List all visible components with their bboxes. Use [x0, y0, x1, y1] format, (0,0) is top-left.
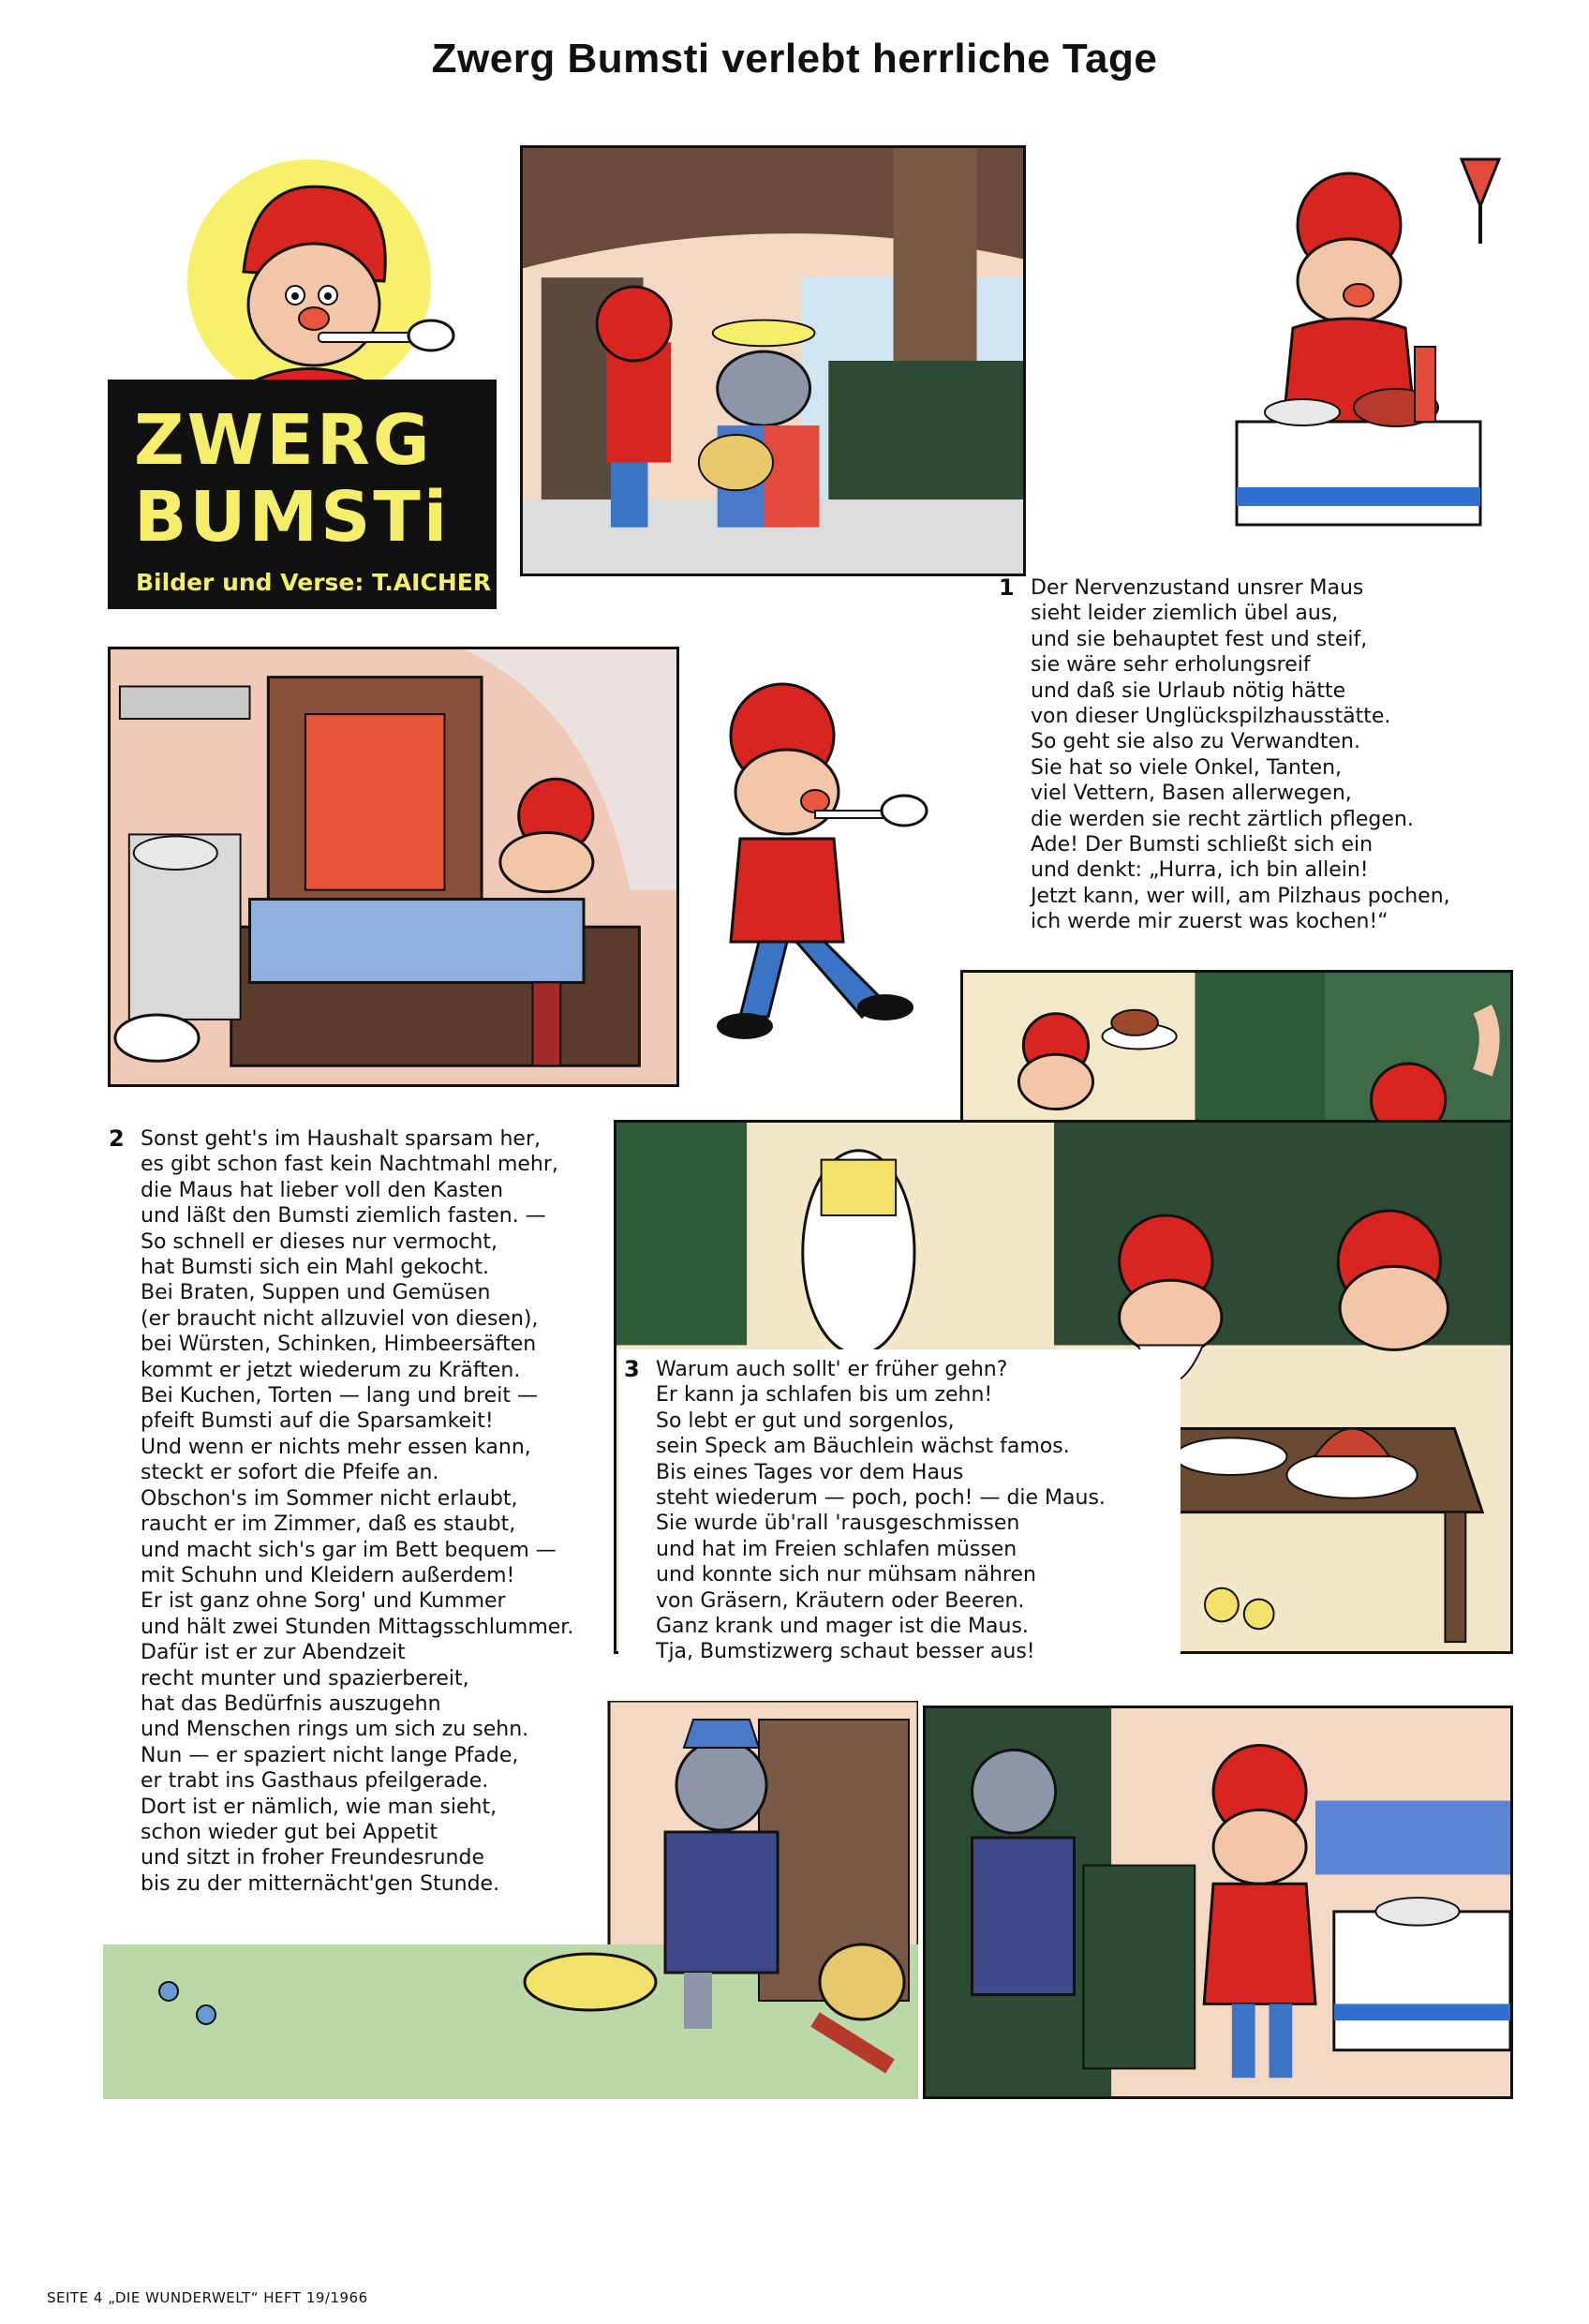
verse-line: und konnte sich nur mühsam nähren: [656, 1563, 1036, 1587]
logo-credit: Bilder und Verse: T.AICHER: [136, 569, 492, 596]
logo-line-1: ZWERG: [134, 400, 433, 481]
verse-line: Er kann ja schlafen bis um zehn!: [656, 1383, 993, 1408]
verse-line: und Menschen rings um sich zu sehn.: [141, 1718, 529, 1742]
verse-line: pfeift Bumsti auf die Sparsamkeit!: [141, 1409, 494, 1434]
verse-line: sie wäre sehr erholungsreif: [1031, 653, 1311, 678]
verse-line: Jetzt kann, wer will, am Pilzhaus pochen,: [1031, 884, 1450, 908]
verse-line: und hat im Freien schlafen müssen: [656, 1537, 1017, 1561]
verse-line: von Gräsern, Kräutern oder Beeren.: [656, 1588, 1025, 1613]
panel-mouse-meets-bumsti: [923, 1706, 1513, 2099]
comic-logo: [108, 380, 497, 609]
verse-line: mit Schuhn und Kleidern außerdem!: [141, 1563, 515, 1587]
verse-line: recht munter und spazierbereit,: [141, 1666, 469, 1691]
verse-line: Sie hat so viele Onkel, Tanten,: [1031, 755, 1343, 780]
verse-number: 3: [624, 1356, 640, 1382]
verse-line: (er braucht nicht allzuviel von diesen),: [141, 1306, 539, 1331]
verse-line: viel Vettern, Basen allerwegen,: [1031, 782, 1352, 806]
verse-line: bei Würsten, Schinken, Himbeersäften: [141, 1333, 537, 1357]
verse-line: hat das Bedürfnis auszugehn: [141, 1691, 441, 1716]
verse-line: und sie behauptet fest und steif,: [1031, 627, 1368, 651]
page-footer: SEITE 4 „DIE WUNDERWELT“ HEFT 19/1966: [47, 2289, 368, 2306]
verse-line: Er ist ganz ohne Sorg' und Kummer: [141, 1589, 506, 1614]
verse-line: ich werde mir zuerst was kochen!“: [1031, 910, 1389, 934]
verse-1: [999, 574, 1555, 935]
verse-line: von dieser Unglückspilzhausstätte.: [1031, 705, 1391, 729]
panel-bumsti-in-bed: [108, 647, 679, 1087]
verse-line: So geht sie also zu Verwandten.: [1031, 730, 1360, 754]
verse-line: er trabt ins Gasthaus pfeilgerade.: [141, 1769, 489, 1794]
verse-line: raucht er im Zimmer, daß es staubt,: [141, 1512, 516, 1537]
panel-bumsti-walking: [693, 661, 946, 1054]
logo-portrait: [141, 141, 478, 394]
verse-line: Ganz krank und mager ist die Maus.: [656, 1615, 1029, 1639]
verse-line: schon wieder gut bei Appetit: [141, 1820, 438, 1844]
verse-line: Ade! Der Bumsti schließt sich ein: [1031, 833, 1374, 857]
verse-line: kommt er jetzt wiederum zu Kräften.: [141, 1358, 521, 1382]
verse-line: So lebt er gut und sorgenlos,: [656, 1408, 955, 1433]
verse-line: hat Bumsti sich ein Mahl gekocht.: [141, 1256, 489, 1280]
verse-line: Obschon's im Sommer nicht erlaubt,: [141, 1486, 518, 1511]
verse-line: Warum auch sollt' er früher gehn?: [656, 1358, 1008, 1381]
verse-line: und macht sich's gar im Bett bequem —: [141, 1538, 557, 1562]
verse-line: Tja, Bumstizwerg schaut besser aus!: [656, 1640, 1035, 1664]
verse-line: Und wenn er nichts mehr essen kann,: [141, 1435, 531, 1459]
panel-bumsti-toast: [1199, 141, 1518, 544]
verse-line: steckt er sofort die Pfeife an.: [141, 1461, 439, 1485]
verse-line: die Maus hat lieber voll den Kasten: [141, 1178, 504, 1202]
verse-line: Nun — er spaziert nicht lange Pfade,: [141, 1743, 519, 1767]
verse-line: Bei Kuchen, Torten — lang und breit —: [141, 1384, 538, 1408]
verse-line: Sonst geht's im Haushalt sparsam her,: [141, 1127, 541, 1151]
verse-number: 2: [109, 1125, 125, 1152]
verse-line: Bei Braten, Suppen und Gemüsen: [141, 1281, 491, 1305]
verse-line: Sie wurde üb'rall 'rausgeschmissen: [656, 1512, 1020, 1536]
verse-number: 1: [999, 574, 1015, 601]
verse-line: und sitzt in froher Freundesrunde: [141, 1846, 484, 1870]
verse-line: steht wiederum — poch, poch! — die Maus.: [656, 1486, 1106, 1511]
verse-line: bis zu der mitternächt'gen Stunde.: [141, 1871, 500, 1896]
verse-line: die werden sie recht zärtlich pflegen.: [1031, 807, 1414, 831]
panel-mouse-knocks: [103, 1701, 918, 2099]
logo-line-2: BUMSTi: [134, 477, 451, 558]
verse-line: und läßt den Bumsti ziemlich fasten. —: [141, 1204, 546, 1229]
verse-line: sieht leider ziemlich übel aus,: [1031, 602, 1339, 626]
verse-line: So schnell er dieses nur vermocht,: [141, 1229, 497, 1254]
verse-3: [624, 1356, 1181, 1665]
verse-line: Bis eines Tages vor dem Haus: [656, 1460, 964, 1484]
verse-line: und daß sie Urlaub nötig hätte: [1031, 678, 1346, 703]
page-title: Zwerg Bumsti verlebt herrliche Tage: [431, 36, 1158, 82]
verse-line: und denkt: „Hurra, ich bin allein!: [1031, 858, 1369, 883]
panel-mouse-leaves: [520, 145, 1026, 576]
verse-line: Der Nervenzustand unsrer Maus: [1031, 576, 1364, 600]
verse-line: es gibt schon fast kein Nachtmahl mehr,: [141, 1153, 558, 1177]
verse-line: Dafür ist er zur Abendzeit: [141, 1641, 406, 1665]
verse-line: sein Speck am Bäuchlein wächst famos.: [656, 1435, 1070, 1459]
verse-line: und hält zwei Stunden Mittagsschlummer.: [141, 1615, 574, 1639]
verse-line: Dort ist er nämlich, wie man sieht,: [141, 1795, 497, 1819]
